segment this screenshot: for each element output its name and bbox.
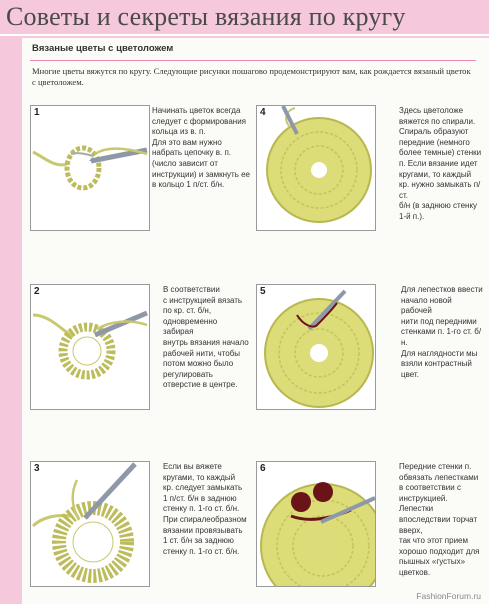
- step-number: 3: [34, 463, 40, 474]
- step-2-text: В соответствии с инструкцией вязать по кр. ст. б/н, одновременно забирая внутрь вязания начало рабочей нити, чтобы потом можно было регулировать отверстие в центре.: [163, 285, 249, 390]
- section-intro: Многие цветы вяжутся по кругу. Следующие рисунки пошагово продемонстрируют вам, как рождается вязаный цветок с цветоложем.: [32, 66, 471, 87]
- step-5-illustration: [256, 284, 376, 410]
- closing-round-drawing: [31, 462, 149, 586]
- step-number: 6: [260, 463, 266, 474]
- step-4-text: Здесь цветоложе вяжется по спирали. Спираль образуют передние (немного более темные) стенки п. Если вязание идет кругами, то каждый кр. нужно замыкать п/ст. б/н (в заднюю стенку 1-й п.).: [399, 106, 482, 221]
- step-number: 2: [34, 286, 40, 297]
- step-number: 1: [34, 107, 40, 118]
- title-divider: [0, 34, 489, 36]
- step-5-text: Для лепестков ввести начало новой рабочей нити под передними стенками п. 1-го ст. б/н. Для наглядности мы взяли контрастный цвет.: [401, 285, 483, 379]
- step-3-text: Если вы вяжете кругами, то каждый кр. следует замыкать 1 п/ст. б/н в заднюю стенку п. 1-го ст. б/н. При спиралеобразном вязании провязывать 1 ст. б/н за заднюю стенку п. 1-го ст. б/н.: [163, 462, 247, 556]
- chain-ring-drawing: [31, 106, 149, 230]
- step-2-illustration: [30, 284, 150, 410]
- step-number: 4: [260, 107, 266, 118]
- step-number: 5: [260, 286, 266, 297]
- step-4-illustration: [256, 105, 376, 231]
- step-1-illustration: [30, 105, 150, 231]
- step-1-text: Начинать цветок всегда следует с формирования кольца из в. п. Для это вам нужно набрать цепочку в. п. (число зависит от инструкции) и замкнуть ее в кольцо 1 п/ст. б/н.: [152, 106, 250, 190]
- page-title: Советы и секреты вязания по кругу: [6, 2, 406, 31]
- section-title: Вязаные цветы с цветоложем: [32, 43, 174, 54]
- step-6-text: Передние стенки п. обвязать лепестками в соответствии с инструкцией. Лепестки впоследствии торчат вверх, так что этот прием хорошо подходит для пышных «густых» цветков.: [399, 462, 480, 577]
- spiral-base-drawing: [257, 106, 375, 230]
- first-round-drawing: [31, 285, 149, 409]
- section-divider: [30, 60, 476, 61]
- watermark: FashionForum.ru: [416, 591, 481, 601]
- petals-drawing: [257, 462, 375, 586]
- step-3-illustration: [30, 461, 150, 587]
- step-6-illustration: [256, 461, 376, 587]
- contrast-thread-drawing: [257, 285, 375, 409]
